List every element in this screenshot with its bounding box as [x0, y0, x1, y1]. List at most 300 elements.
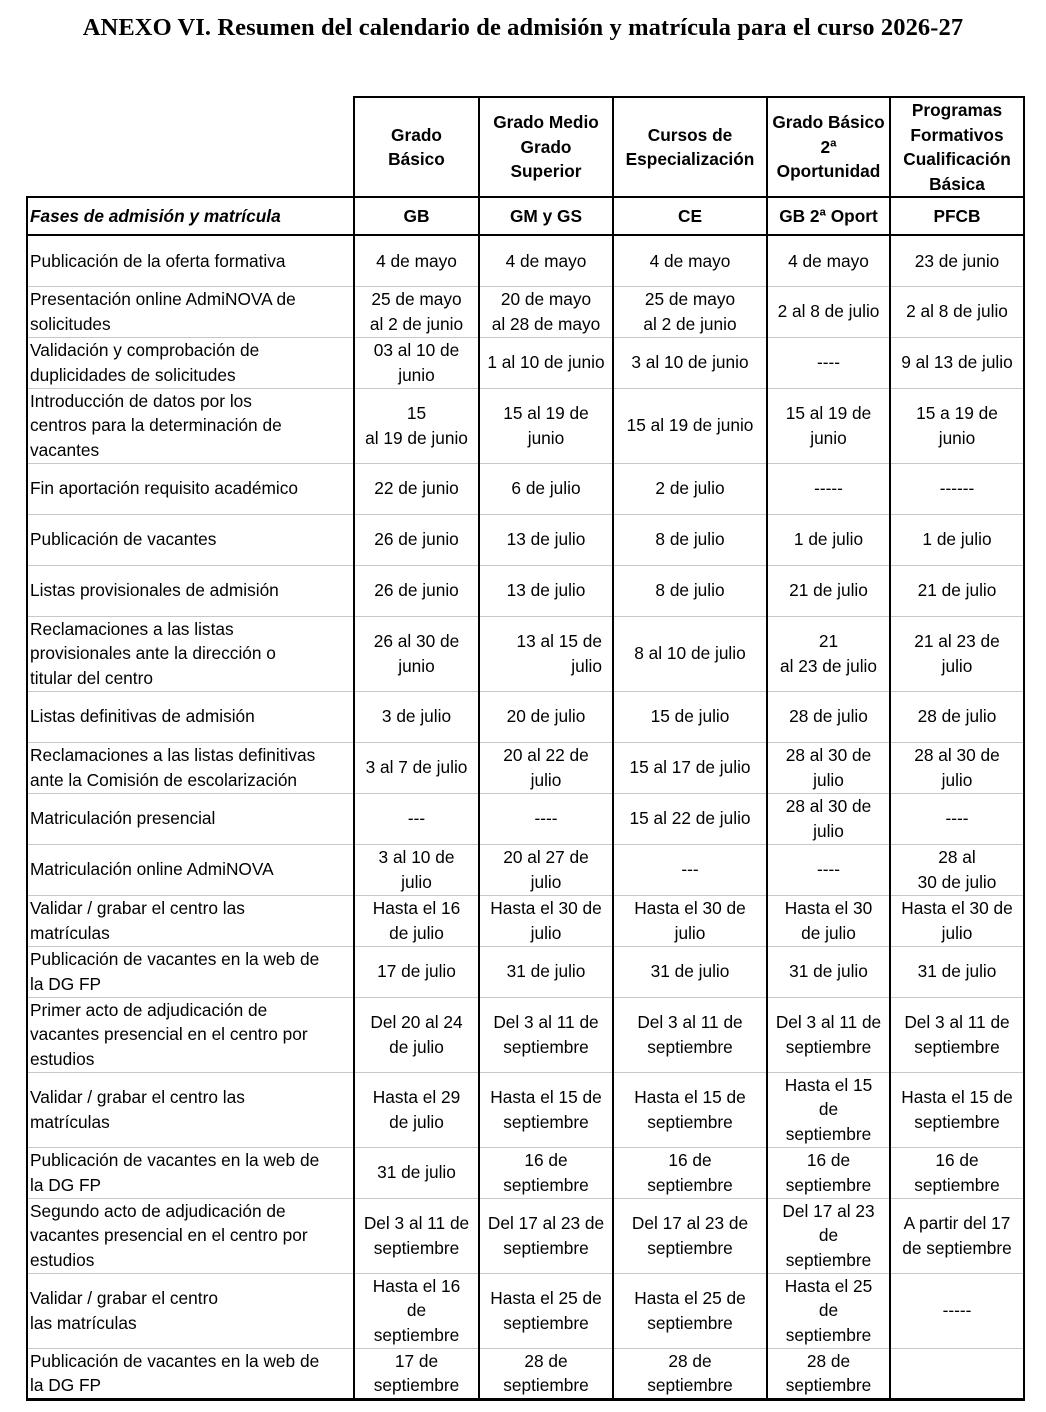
date-line: septiembre	[503, 1174, 589, 1195]
date-line: julio	[530, 922, 562, 943]
date-line: de	[406, 1300, 427, 1321]
date-line: 31 de julio	[917, 961, 997, 982]
phase-cell	[27, 691, 354, 742]
date-line: Del 3 al 11 de	[637, 1012, 743, 1032]
date-cell	[354, 565, 479, 616]
date-line: septiembre	[373, 1237, 460, 1258]
column-header-line: Grado	[520, 136, 572, 157]
date-line: julio	[530, 871, 562, 892]
date-line: 13 de julio	[506, 529, 586, 550]
column-header-line: Cursos de	[647, 124, 733, 145]
date-cell	[767, 691, 890, 742]
column-header-line: Formativos	[910, 124, 1004, 145]
date-cell	[613, 844, 767, 895]
date-cell	[890, 997, 1024, 1072]
phase-line: Publicación de vacantes	[30, 529, 217, 550]
date-cell	[890, 793, 1024, 844]
date-line: 15 al 22 de julio	[629, 808, 751, 829]
date-line: 2 al 8 de julio	[777, 301, 880, 322]
column-abbreviation: PFCB	[890, 197, 1024, 235]
date-cell	[890, 1198, 1024, 1273]
date-cell	[890, 1147, 1024, 1198]
date-line: ----	[816, 859, 841, 880]
date-cell	[479, 793, 613, 844]
date-line: septiembre	[914, 1036, 1000, 1057]
column-header-line: Básica	[929, 173, 985, 194]
date-line: 1 de julio	[793, 529, 864, 550]
date-cell	[354, 1273, 479, 1348]
date-cell	[767, 286, 890, 337]
date-line: 28 de julio	[917, 706, 997, 727]
phase-line: Reclamaciones a las listas	[30, 618, 234, 639]
date-line: Hasta el 25	[784, 1275, 873, 1296]
date-line: 28 de	[806, 1350, 851, 1371]
date-line: septiembre	[647, 1237, 733, 1258]
date-line: 2 al 8 de julio	[906, 301, 1008, 322]
date-cell	[354, 1348, 479, 1399]
date-line: julio	[401, 871, 432, 892]
date-line: 25 de mayo	[644, 289, 736, 309]
date-line: 28 de julio	[789, 706, 868, 727]
phase-column-header: Fases de admisión y matrícula	[27, 197, 354, 235]
date-line: Hasta el 30 de	[901, 898, 1013, 918]
date-cell	[479, 463, 613, 514]
date-line: 16 de	[668, 1150, 712, 1170]
date-line: Hasta el 15 de	[901, 1087, 1013, 1107]
table-row	[27, 1348, 1024, 1399]
date-cell	[613, 691, 767, 742]
date-cell	[890, 1072, 1024, 1147]
date-line: 8 al 10 de julio	[634, 643, 746, 664]
phase-cell	[27, 1147, 354, 1198]
date-line: 15 de julio	[650, 706, 730, 727]
date-line: 20 de mayo	[500, 289, 592, 309]
phase-line: Presentación online AdmiNOVA de	[30, 289, 296, 309]
column-header-line: 2ª	[820, 136, 837, 157]
date-line: junio	[527, 427, 565, 448]
date-line: Hasta el 25 de	[490, 1288, 602, 1308]
date-cell	[613, 337, 767, 388]
date-cell	[354, 691, 479, 742]
phase-line: la DG FP	[30, 973, 102, 994]
date-cell	[890, 895, 1024, 946]
date-cell	[479, 286, 613, 337]
date-cell	[890, 337, 1024, 388]
date-cell	[767, 565, 890, 616]
phase-cell	[27, 616, 354, 691]
date-line: junio	[398, 364, 435, 385]
phase-line: Fin aportación requisito académico	[30, 478, 299, 499]
calendar-table-body	[27, 97, 1024, 1399]
phase-line: Publicación de vacantes en la web de	[30, 1150, 320, 1170]
phase-line: vacantes presencial en el centro por	[30, 1024, 308, 1045]
date-cell	[479, 1147, 613, 1198]
date-line: 16 de	[935, 1150, 979, 1170]
date-cell	[354, 844, 479, 895]
date-cell	[767, 946, 890, 997]
date-cell	[767, 388, 890, 463]
table-row	[27, 388, 1024, 463]
date-line: junio	[810, 427, 847, 448]
date-line: 16 de	[524, 1150, 568, 1170]
date-line: 8 de julio	[655, 580, 725, 601]
date-line: junio	[938, 427, 976, 448]
phase-cell	[27, 1198, 354, 1273]
date-cell	[479, 337, 613, 388]
date-line: 28 de	[668, 1350, 712, 1371]
table-row	[27, 895, 1024, 946]
date-line: de	[818, 1225, 839, 1246]
date-line: septiembre	[647, 1174, 733, 1195]
phase-line: matrículas	[30, 1111, 110, 1132]
date-line: 15 a 19 de	[916, 403, 998, 423]
date-line: 28 de	[524, 1350, 568, 1371]
header-blank-cell	[27, 97, 354, 197]
column-header	[479, 97, 613, 197]
date-line: 3 al 7 de julio	[365, 757, 468, 778]
column-header-line: Básico	[388, 149, 445, 169]
date-cell	[767, 742, 890, 793]
date-cell	[767, 997, 890, 1072]
phase-cell	[27, 286, 354, 337]
date-line: ----	[534, 808, 558, 829]
column-header	[613, 97, 767, 197]
date-cell	[613, 565, 767, 616]
table-row	[27, 286, 1024, 337]
date-cell	[354, 742, 479, 793]
date-line: 1 al 10 de junio	[487, 352, 605, 373]
date-cell	[613, 286, 767, 337]
date-line: Hasta el 16	[372, 1275, 461, 1296]
date-line: septiembre	[914, 1111, 1000, 1132]
table-row	[27, 565, 1024, 616]
date-line: junio	[398, 655, 435, 676]
phase-cell	[27, 565, 354, 616]
date-line: 28 al 30 de	[914, 745, 1000, 765]
date-line: septiembre	[785, 1324, 872, 1345]
date-cell	[479, 1348, 613, 1399]
date-line: ------	[939, 478, 975, 499]
phase-cell	[27, 1273, 354, 1348]
date-cell	[767, 793, 890, 844]
phase-line: estudios	[30, 1249, 95, 1270]
phase-cell	[27, 514, 354, 565]
phase-line: Primer acto de adjudicación de	[30, 999, 268, 1020]
date-line: de julio	[801, 922, 856, 943]
date-cell	[354, 235, 479, 286]
date-cell	[613, 1072, 767, 1147]
phase-cell	[27, 997, 354, 1072]
date-cell	[890, 742, 1024, 793]
date-line: 26 al 30 de	[373, 631, 460, 651]
table-row	[27, 742, 1024, 793]
date-cell	[613, 1198, 767, 1273]
date-cell	[479, 1072, 613, 1147]
column-abbreviation: GB 2ª Oport	[767, 197, 890, 235]
phase-line: estudios	[30, 1048, 95, 1069]
date-line: 28 al 30 de	[785, 745, 872, 765]
phase-cell	[27, 946, 354, 997]
date-line: septiembre	[647, 1312, 733, 1333]
date-cell	[613, 946, 767, 997]
phase-cell	[27, 1348, 354, 1399]
date-line: Hasta el 30 de	[490, 898, 602, 918]
date-line: al 23 de julio	[779, 655, 878, 676]
date-line: A partir del 17	[903, 1213, 1011, 1233]
date-line: de septiembre	[902, 1237, 1012, 1258]
date-line: 26 de junio	[374, 529, 459, 550]
date-line: 21 al 23 de	[914, 631, 1000, 651]
date-cell	[354, 1198, 479, 1273]
date-line: al 28 de mayo	[491, 313, 601, 334]
table-row	[27, 946, 1024, 997]
date-cell	[767, 616, 890, 691]
date-cell	[354, 793, 479, 844]
phase-line: matrículas	[30, 922, 110, 943]
phase-cell	[27, 742, 354, 793]
date-line: septiembre	[785, 1123, 872, 1144]
date-line: 31 de julio	[789, 961, 868, 982]
date-cell	[767, 514, 890, 565]
date-cell	[354, 514, 479, 565]
date-line: de julio	[389, 922, 444, 943]
date-line: Del 20 al 24	[370, 1012, 463, 1032]
table-row	[27, 616, 1024, 691]
column-header-line: Especialización	[625, 149, 755, 169]
column-header-line: Oportunidad	[776, 161, 881, 182]
date-line: 20 al 27 de	[503, 847, 589, 867]
date-cell	[767, 1348, 890, 1399]
date-cell	[354, 946, 479, 997]
date-cell	[354, 997, 479, 1072]
column-header-line: Grado Básico	[772, 112, 885, 133]
date-line: septiembre	[647, 1111, 733, 1132]
column-header-line: Programas	[911, 100, 1003, 120]
date-line: 21 de julio	[917, 580, 997, 601]
phase-line: Publicación de vacantes en la web de	[30, 949, 320, 969]
date-line: septiembre	[503, 1375, 589, 1395]
date-cell	[479, 616, 613, 691]
column-header	[354, 97, 479, 197]
date-line: Hasta el 30 de	[634, 898, 746, 918]
date-line: ---	[407, 808, 426, 829]
table-row	[27, 463, 1024, 514]
column-header-line: Superior	[510, 161, 582, 182]
column-header-line: Cualificación	[903, 149, 1011, 169]
date-line: Hasta el 15 de	[634, 1087, 746, 1107]
date-cell	[890, 388, 1024, 463]
date-cell	[613, 997, 767, 1072]
date-line: julio	[674, 922, 706, 943]
date-cell	[354, 616, 479, 691]
column-header-line: Grado	[391, 124, 442, 145]
date-line: septiembre	[785, 1036, 872, 1057]
phase-line: Matriculación online AdmiNOVA	[30, 859, 274, 880]
date-cell	[613, 742, 767, 793]
date-cell	[613, 616, 767, 691]
date-line: 1 de julio	[922, 529, 992, 550]
phase-line: la DG FP	[30, 1174, 102, 1195]
phase-line: la DG FP	[30, 1375, 102, 1395]
date-line: julio	[941, 655, 973, 676]
phase-line: Listas definitivas de admisión	[30, 706, 255, 727]
phase-line: las matrículas	[30, 1312, 137, 1333]
date-cell	[767, 844, 890, 895]
date-line: Del 3 al 11 de	[493, 1012, 599, 1032]
phase-line: titular del centro	[30, 667, 153, 688]
date-cell	[767, 1273, 890, 1348]
date-line: de	[818, 1099, 839, 1120]
date-line: 31 de julio	[650, 961, 730, 982]
date-cell	[479, 742, 613, 793]
date-line: 26 de junio	[374, 580, 459, 601]
table-row	[27, 235, 1024, 286]
phase-cell	[27, 793, 354, 844]
phase-cell	[27, 337, 354, 388]
date-line: 15 al 19 de	[785, 403, 872, 423]
phase-line: vacantes presencial en el centro por	[30, 1225, 308, 1246]
table-row	[27, 1147, 1024, 1198]
date-line: 17 de	[394, 1350, 439, 1371]
date-cell	[890, 691, 1024, 742]
date-line: 3 al 10 de	[378, 847, 455, 867]
phase-cell	[27, 895, 354, 946]
date-line: ----	[945, 808, 969, 829]
date-line: septiembre	[373, 1375, 460, 1395]
phase-line: solicitudes	[30, 313, 111, 334]
phase-cell	[27, 235, 354, 286]
phase-line: duplicidades de solicitudes	[30, 364, 236, 385]
date-cell	[479, 1198, 613, 1273]
phase-line: Validar / grabar el centro	[30, 1288, 218, 1308]
phase-line: Segundo acto de adjudicación de	[30, 1200, 286, 1221]
date-cell	[767, 1198, 890, 1273]
phase-line: Matriculación presencial	[30, 808, 216, 829]
date-line: 21	[818, 631, 839, 651]
date-cell	[613, 1147, 767, 1198]
date-cell	[613, 793, 767, 844]
date-line: septiembre	[503, 1312, 589, 1333]
table-row	[27, 691, 1024, 742]
date-cell	[613, 235, 767, 286]
date-cell	[479, 691, 613, 742]
date-cell	[479, 388, 613, 463]
date-cell	[767, 895, 890, 946]
date-line: 8 de julio	[655, 529, 725, 550]
table-row	[27, 997, 1024, 1072]
date-line: julio	[941, 769, 973, 790]
phase-line: Validar / grabar el centro las	[30, 1087, 245, 1107]
phase-line: Validar / grabar el centro las	[30, 898, 245, 918]
date-line: septiembre	[373, 1324, 460, 1345]
date-cell	[354, 895, 479, 946]
date-line: 28 al	[938, 847, 976, 867]
date-cell	[479, 1273, 613, 1348]
date-line: septiembre	[647, 1375, 733, 1395]
date-line: ---	[681, 859, 699, 880]
date-cell	[890, 463, 1024, 514]
phase-cell	[27, 1072, 354, 1147]
table-row	[27, 844, 1024, 895]
date-line: Hasta el 16	[372, 898, 461, 918]
date-line: 4 de mayo	[376, 250, 457, 271]
date-line: septiembre	[503, 1237, 589, 1258]
date-line: 31 de julio	[377, 1162, 456, 1183]
date-cell	[354, 1072, 479, 1147]
date-line: al 19 de junio	[365, 427, 468, 448]
date-line: 6 de julio	[511, 478, 581, 499]
column-header	[767, 97, 890, 197]
date-line: 4 de mayo	[505, 250, 587, 271]
date-line: julio	[813, 820, 844, 841]
date-line: 30 de julio	[917, 871, 997, 892]
date-line: Hasta el 15	[784, 1074, 873, 1095]
column-abbreviation: CE	[613, 197, 767, 235]
date-line: al 2 de junio	[369, 313, 464, 334]
date-line: Del 3 al 11 de	[363, 1213, 470, 1233]
date-line: Del 3 al 11 de	[775, 1012, 882, 1032]
date-line: 3 al 10 de junio	[631, 352, 749, 373]
phase-line: vacantes	[30, 439, 100, 460]
date-cell	[890, 1348, 1024, 1399]
date-line: julio	[813, 769, 844, 790]
phase-cell	[27, 844, 354, 895]
date-line: Hasta el 25 de	[634, 1288, 746, 1308]
date-cell	[354, 286, 479, 337]
date-line: septiembre	[785, 1375, 872, 1395]
date-cell	[890, 286, 1024, 337]
date-line: julio	[941, 922, 973, 943]
table-row	[27, 1198, 1024, 1273]
date-line: Del 17 al 23	[782, 1200, 875, 1221]
date-cell	[354, 1147, 479, 1198]
date-cell	[479, 514, 613, 565]
date-line: de julio	[389, 1111, 444, 1132]
date-cell	[890, 235, 1024, 286]
date-line: 22 de junio	[374, 478, 459, 499]
date-line: septiembre	[914, 1174, 1000, 1195]
date-cell	[479, 946, 613, 997]
phase-cell	[27, 463, 354, 514]
date-line: 4 de mayo	[649, 250, 731, 271]
date-line: Hasta el 30	[784, 898, 873, 918]
phase-line: Publicación de vacantes en la web de	[30, 1350, 320, 1371]
date-cell	[479, 997, 613, 1072]
date-cell	[479, 844, 613, 895]
phase-line: Publicación de la oferta formativa	[30, 250, 286, 271]
date-line: septiembre	[647, 1036, 733, 1057]
date-line: 15 al 17 de julio	[629, 757, 751, 778]
date-line: Del 17 al 23 de	[487, 1213, 605, 1233]
table-row	[27, 1072, 1024, 1147]
date-line: Hasta el 15 de	[490, 1087, 602, 1107]
date-line: de julio	[389, 1036, 444, 1057]
date-line: 25 de mayo	[371, 289, 462, 309]
date-line: 13 al 15 de	[516, 631, 602, 651]
date-cell	[613, 514, 767, 565]
date-line: 28 al 30 de	[785, 796, 872, 816]
phase-line: centros para la determinación de	[30, 415, 282, 436]
column-header	[890, 97, 1024, 197]
date-cell	[354, 388, 479, 463]
date-line: 3 de julio	[381, 706, 452, 727]
date-line: 03 al 10 de	[373, 340, 460, 360]
date-line: septiembre	[785, 1249, 872, 1270]
date-cell	[767, 235, 890, 286]
page-title: ANEXO VI. Resumen del calendario de admisión y matrícula para el curso 2026-27	[82, 14, 964, 41]
date-cell	[767, 1147, 890, 1198]
date-line: 31 de julio	[506, 961, 586, 982]
